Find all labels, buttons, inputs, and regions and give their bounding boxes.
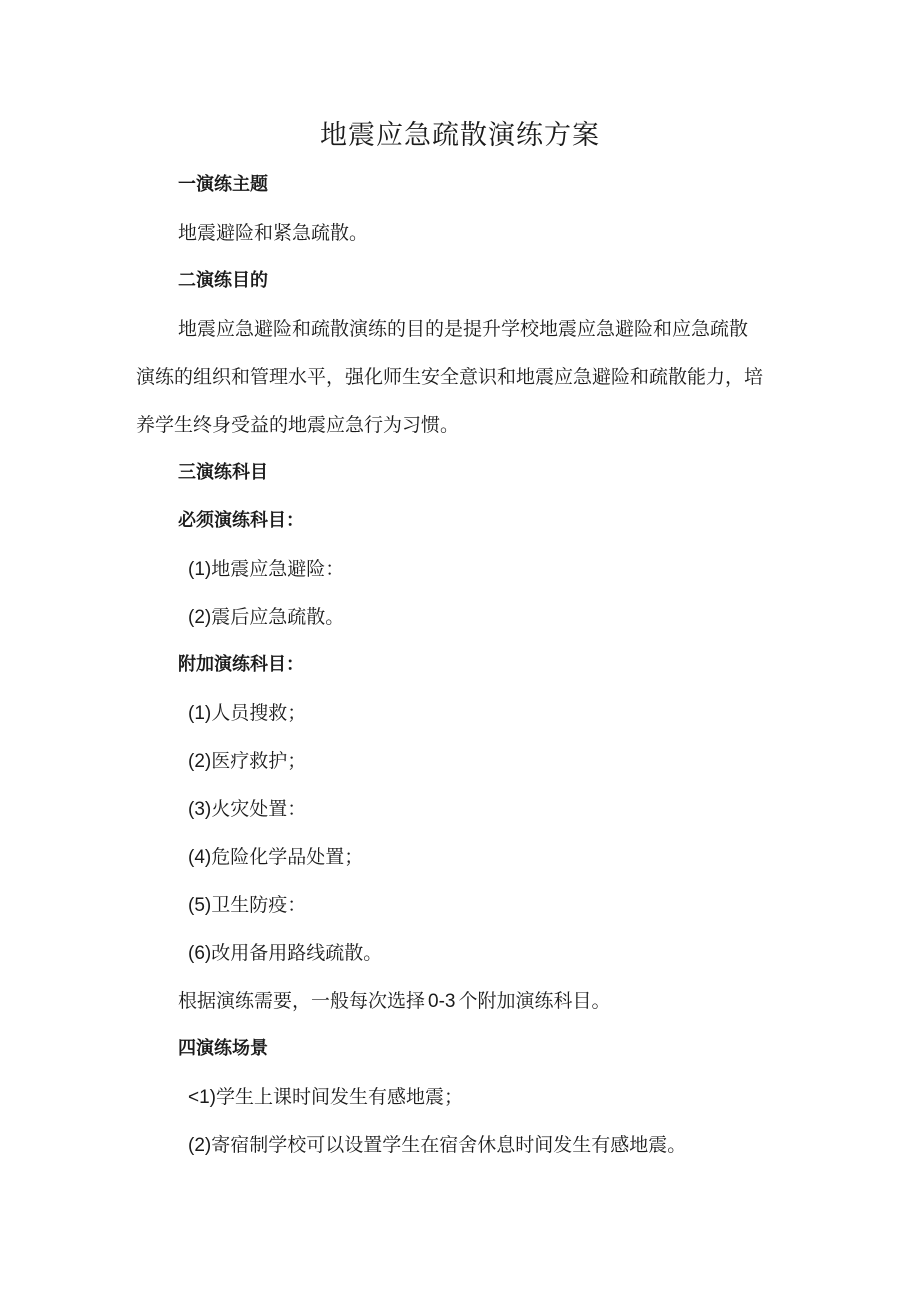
selection-note [178,986,611,1017]
item-number: (3) [188,799,212,820]
item-number: (2) [188,1135,212,1156]
additional-item [188,746,306,777]
additional-item [188,890,306,921]
item-text: 地震应急避险： [211,558,345,580]
item-text: 学生上课时间发生有感地震； [216,1086,464,1108]
item-number: (4) [188,847,212,868]
section-1-heading: 一演练主题 [178,174,268,195]
note-text-after: 个附加演练科目。 [458,990,611,1012]
required-item [188,602,344,633]
required-item [188,554,344,585]
additional-item [188,842,363,873]
additional-item [188,794,306,825]
item-text: 人员搜救； [211,702,307,724]
section-1-text: 地震避险和紧急疏散。 [178,222,369,244]
item-text: 危险化学品处置； [211,846,364,868]
additional-item [188,698,306,729]
item-number: (5) [188,895,212,916]
required-subjects-heading: 必须演练科目： [178,510,304,531]
item-number: (2) [188,607,212,628]
section-3-heading: 三演练科目 [178,462,268,483]
additional-subjects-heading: 附加演练科目： [178,654,304,675]
item-text: 寄宿制学校可以设置学生在宿舍休息时间发生有感地震。 [211,1134,687,1156]
scenario-item [188,1082,463,1113]
section-2-heading: 二演练目的 [178,270,268,291]
item-number: (6) [188,943,212,964]
additional-item [188,938,382,969]
item-text: 卫生防疫： [211,894,307,916]
item-text: 震后应急疏散。 [211,606,345,628]
item-text: 改用备用路线疏散。 [211,942,383,964]
note-text-before: 根据演练需要，一般每次选择 [178,990,426,1012]
item-number: <1) [188,1087,216,1108]
section-2-line-3: 养学生终身受益的地震应急行为习惯。 [136,414,460,436]
item-number: (1) [188,559,212,580]
item-number: (2) [188,751,212,772]
item-text: 医疗救护； [211,750,307,772]
item-number: (1) [188,703,212,724]
section-2-line-2: 演练的组织和管理水平，强化师生安全意识和地震应急避险和疏散能力，培 [136,366,764,388]
scenario-item [188,1130,686,1161]
document-title: 地震应急疏散演练方案 [320,120,600,151]
item-text: 火灾处置： [211,798,307,820]
section-2-line-1: 地震应急避险和疏散演练的目的是提升学校地震应急避险和应急疏散 [178,318,749,340]
section-4-heading: 四演练场景 [178,1038,268,1059]
note-range: 0-3 [428,991,456,1012]
